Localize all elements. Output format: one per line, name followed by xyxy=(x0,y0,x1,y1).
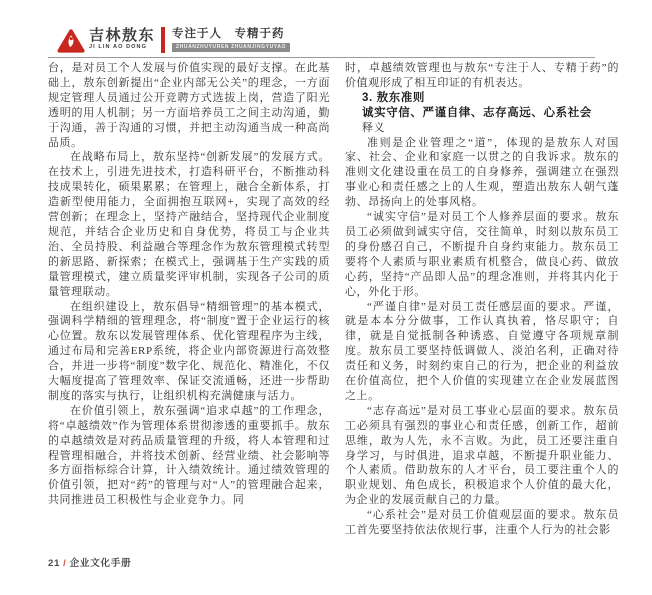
section-heading: 3. 敖东准则 xyxy=(362,91,425,104)
paragraph: “心系社会”是对员工价值观层面的要求。敖东员工首先要坚持依法依规行事，注重个人行为的社会影 xyxy=(345,509,619,537)
paragraph: 台，是对员工个人发展与价值实现的最好支撑。在此基础上，敖东创新提出“企业内部无公关”的理念，一方面规定管理人员通过公开竞聘方式选拔上岗，营造了阳光透明的用人机制；另一方面培养员工之间主动沟通，勤于沟通，善于沟通的习惯，并把主动沟通当成一种高尚品质。 xyxy=(48,62,330,149)
logo-text xyxy=(89,27,155,51)
section-motto: 诚实守信、严谨自律、志存高远、心系社会 xyxy=(362,106,592,119)
header-divider xyxy=(48,57,595,58)
paragraph: 准则是企业管理之“道”，体现的是敖东人对国家、社会、企业和家庭一以贯之的自我诉求。敖东的准则文化建设重在员工的自身修养，强调建立在强烈事业心和责任感之上的人生观，塑造出敖东人朝气蓬勃、昂扬向上的处事风格。 xyxy=(345,136,619,209)
definition-label: 释义 xyxy=(362,121,386,134)
paragraph: 在战略布局上，敖东坚持“创新发展”的发展方式。在技术上，引进先进技术，打造科研平台，不断推动科技成果转化，硕果累累；在管理上，融合全新体系，打造新型使用能力，全面拥抱互联网+，实现了高效的经营创新；在理念上，坚持产融结合，坚持现代企业制度规范，并结合企业历史和自身优势，将员工与企业共治、全员持股、利益融合等理念作为敖东管理模式转型的新思路、新探索；在模式上，强调基于生产实践的质量管理模式，建立质量奖评审机制，实现各子公司的质量管理联动。 xyxy=(48,151,330,298)
page-header xyxy=(57,27,290,59)
text-columns xyxy=(48,61,619,538)
logo-divider-bar xyxy=(161,27,165,53)
company-name-en: JI LIN AO DONG xyxy=(89,44,147,50)
paragraph: “严谨自律”是对员工责任感层面的要求。严谨，就是本本分分做事，工作认真执着，恪尽职守；自律，就是自觉抵制各种诱惑、自觉遵守各项规章制度。敖东员工要坚持低调做人、淡泊名利，正确对待责任和义务，时刻约束自己的行为，把企业的利益放在价值高位，把个人价值的实现建立在企业发展蓝图之上。 xyxy=(345,300,619,402)
paragraph: 在价值引领上，敖东强调“追求卓越”的工作理念，将“卓越绩效”作为管理体系贯彻渗透的重要抓手。敖东的卓越绩效是对药品质量管理的升级，将人本管理和过程管理相融合，并将技术创新、经营业绩、社会影响等多方面指标综合计算，计入绩效统计。通过绩效管理的价值引领，把对“药”的管理与对“人”的管理融合起来，共同推进员工积极性与企业竞争力。同 xyxy=(48,404,330,507)
right-column xyxy=(345,61,619,538)
company-name-cn: 吉林敖东 xyxy=(89,27,156,44)
left-column xyxy=(48,61,330,538)
aodong-logo-icon xyxy=(57,28,85,59)
paragraph: “诚实守信”是对员工个人修养层面的要求。敖东员工必须做到诚实守信，交往简单，时刻以敖东员工的身份感召自己，不断提升自身约束能力。敖东员工要将个人素质与职业素质有机整合，做良心药、做放心药，坚持“产品即人品”的理念准则，并将其内化于心，外化于形。 xyxy=(345,211,619,298)
handbook-title: 企业文化手册 xyxy=(69,558,132,569)
slogan-block xyxy=(172,27,290,52)
paragraph: 在组织建设上，敖东倡导“精细管理”的基本模式，强调科学精细的管理理念，将“制度”置于企业运行的核心位置。敖东以发展管理体系、优化管理程序为主线，通过布局和完善ERP系统，将企业内部资源进行高效整合，并进一步将“制度”数字化、规范化、精准化，不仅大幅度提高了管理效率、保证交流通畅，还进一步帮助制度的落实与执行，让组织机构充满健康与活力。 xyxy=(48,300,330,402)
company-slogan-pinyin: ZHUANZHUYUREN ZHUANJINGYUYAO xyxy=(172,43,290,52)
page-number: 21 xyxy=(48,558,61,569)
footer-separator: / xyxy=(63,558,67,569)
paragraph: “志存高远”是对员工事业心层面的要求。敖东员工必须具有强烈的事业心和责任感，创新工作，超前思维，敢为人先，永不言败。为此，员工还要注重自身学习，与时俱进，追求卓越，不断提升职业能力、个人素质。借助敖东的人才平台，员工要注重个人的职业规划、角色成长，积极追求个人价值的最大化，为企业的发展贡献自己的力量。 xyxy=(345,404,619,507)
company-slogan: 专注于人 专精于药 xyxy=(172,28,285,40)
paragraph: 时，卓越绩效管理也与敖东“专注于人、专精于药”的价值观形成了相互印证的有机表达。 xyxy=(345,62,619,89)
page-footer xyxy=(48,555,131,569)
